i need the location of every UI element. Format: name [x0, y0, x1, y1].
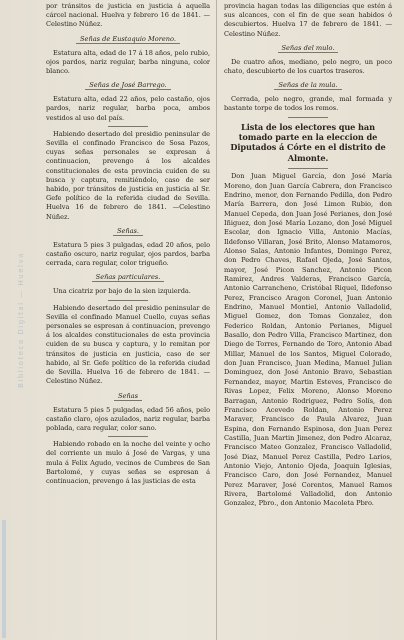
notice-sosa: Habiendo desertado del presidio peninsular de Sevilla el confinado Francisco de Sosa Pazos, cuyas señas personales se expresan á continuacion, prevengo á los alcaldes constitucionales de esta provincia cuiden de su busca y captura, remitiéndolo, caso de ser habido, por tránsitos de justicia en justicia al Sr. Gefe político de la referida ciudad de Sevilla. Huelva 16 de febrero de 1841. —Celestino Núñez. — [46, 129, 210, 221]
electors-list-title: Lista de los electores que han tomado parte en la eleccion de Diputados á Córte en el distrito de Almonte. — [230, 121, 386, 163]
particular-mark: Una cicatriz por bajo de la sien izquierda. — [53, 287, 191, 296]
notice-cuello: Habiendo desertado del presidio peninsular de Sevilla el confinado Manuel Cuello, cuyas señas personales se espresan á continuacion, prevengo á los alcaldes constitucionales de esta provincia cuiden de su busca y captura, y lo remitan por tránsitos de justicia en justicia, caso de ser habido, al Sr. Gefe político de la referida ciudad de Sevilla. Huelva 16 de febrero de 1841. —Celestino Núñez. — [46, 303, 210, 386]
description-cuello: Estatura 5 pies 5 pulgadas, edad 56 años, pelo castaño claro, ojos azulados, nariz regular, barba poblada, cara regular, color sano. — [46, 405, 210, 432]
heading-eustaquio: Señas de Eustaquio Moreno. — [46, 35, 210, 44]
library-stamp — [6, 0, 36, 640]
description-eustaquio: Estatura alta, edad de 17 á 18 años, pelo rubio, ojos pardos, nariz regular, barba ninguna, color blanco. — [46, 48, 210, 76]
right-column — [224, 2, 392, 509]
stamp-bar — [2, 520, 6, 638]
heading-barrego: Señas de José Barrego. — [46, 81, 210, 90]
heading-senas-sosa: Señas. — [46, 227, 210, 236]
notice-robbery-cont: provincia hagan todas las diligencias que estén á sus alcances, con el fin de que sean habidos ó descubiertos. Huelva 17 de febrero de 1841. —Celestino Núñez. — [224, 2, 392, 38]
notice-ending: por tránsitos de justicia en justicia á aquella cárcel nacional. Huelva y febrero 16 de 1841. —Celestino Núñez. — [46, 2, 210, 29]
column-divider — [216, 0, 217, 640]
notice-robbery: Habiendo robado en la noche del veinte y ocho del corriente un mulo á José de Vargas, y una mula á Felix Agudo, vecinos de Cumbres de San Bartolomé, y cuyas señas se espresan á continuacion, prevengo á las justicias de esta — [46, 440, 210, 485]
separator-rule — [108, 126, 148, 127]
heading-mula: Señas de la mula. — [224, 81, 392, 90]
description-mulo: De cuatro años, mediano, pelo negro, un poco chato, descubierto de los cuartos traseros. — [224, 57, 392, 76]
stamp-text: Biblioteca Digital — Huelva — [17, 252, 26, 388]
heading-particulares: Señas particulares. — [46, 273, 210, 282]
electors-list: Don Juan Miguel García, don José María Moreno, don Juan García Cabrera, don Francisco Endrino, menor, don Fernando Pedilla, don Pedro María Barrera, don José Limon Rubio, don Manuel Cepeda, don Juan José Perianes, don José Iñiguez, don José María Lozano, don José Miguel Escolar, don Ignacio Villa, Antonio Macías, Ildefonso Villaran, José Brito, Alonso Matamoros, Alonso Salas, Antonio Infantes, Domingo Perez, don Pedro Chaves, Rafael Ojeda, José Santos, mayor, José Picon Sanchez, Antonio Picon Ramirez, Andres Valderas, Francisco García, Antonio Carrancheno, Cristóbal Riquel, Ildefonso Perez, Francisco Aragon Coronel, Juan Antonio Endrino, Manuel Montiel, Antonio Valladolid, Miguel Gomez, don Tomas Gonzalez, don Federico Roldan, Antonio Perianes, Miguel Basallo, don Pedro Villa, Francisco Martinez, don Diego de Torres, Fernando de Toro, Antonio Abad Millar, Manuel de los Santos, Miguel Colorado, don Juan Francisco, Juan Medina, Manuel Julian Dominguez, don José Antonio Bravo, Sebastian Fernandez, mayor, Martin Esteves, Francisco de Rivas Lopez, Felix Moreno, Alonso Moreno Barragan, Antonio Rodriguez, Pedro Solís, don Francisco Acevedo Roldan, Antonio Perez Maraver, Francisco de Paula Alvarez, Juan Espina, don Fernando Espinosa, don Juan Perez Castilla, Juan Martin Jimenez, don Pedro Alcaraz, Francisco Mateo Gonzalez, Francisco Valladolid, José Diaz, Manuel Perez Castilla, Pedro Larios, Antonio Viejo, Antonio Ojeda, Joaquin Iglesias, Francisco Caro, don José Fernandez, Manuel Perez Maraver, José Corentos, Manuel Ramos Rivera, Bartolomé Valladolid, don Antonio Gonzalez, Pbro., don Antonio Macoleta Pbro. — [224, 172, 392, 508]
separator-rule — [108, 436, 148, 437]
separator-rule — [288, 117, 328, 118]
separator-rule — [288, 168, 328, 169]
description-mula: Cerrada, pelo negro, grande, mal formada y bastante torpe de todos los remos. — [224, 95, 392, 113]
description-barrego: Estatura alta, edad 22 años, pelo castaño, ojos pardos, nariz regular, barba poca, ambos vestidos al uso del país. — [46, 95, 210, 122]
description-sosa: Estatura 5 pies 3 pulgadas, edad 20 años, pelo castaño oscuro, nariz regular, ojos pardos, barba cerrada, cara regular, color trigueño. — [46, 240, 210, 268]
heading-mulo: Señas del mulo. — [224, 44, 392, 53]
separator-rule — [108, 300, 148, 301]
left-column — [46, 2, 210, 486]
heading-senas-cuello: Señas — [46, 392, 210, 401]
